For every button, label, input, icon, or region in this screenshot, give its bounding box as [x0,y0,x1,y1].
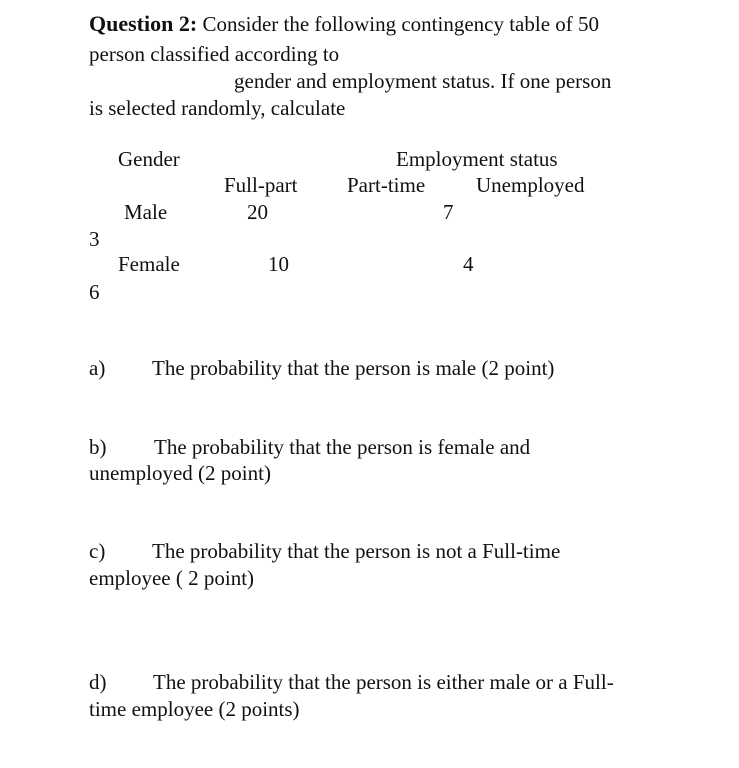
question-line-3: gender and employment status. If one person [234,69,612,93]
table-header-employment: Employment status [396,147,558,171]
table-col-full-part: Full-part [224,173,298,197]
table-col-unemployed: Unemployed [476,173,585,197]
part-d-line-1: The probability that the person is either male or a Full- [153,670,614,694]
question-intro: Consider the following contingency table of 50 [197,12,600,36]
table-cell-male-unemployed: 3 [89,227,100,251]
table-header-gender: Gender [118,147,180,171]
part-b-line-2: unemployed (2 point) [89,461,271,485]
table-cell-female-full-part: 10 [268,252,289,276]
part-c-marker: c) [89,539,106,563]
part-d-line-2: time employee (2 points) [89,697,300,721]
question-line-2: person classified according to [89,42,340,66]
table-cell-male-full-part: 20 [247,200,268,224]
table-row-female-label: Female [118,252,180,276]
table-cell-female-part-time: 4 [463,252,474,276]
part-a-marker: a) [89,356,106,380]
table-col-part-time: Part-time [347,173,426,197]
part-c-line-1: The probability that the person is not a Full-time [152,539,561,563]
part-a-text: The probability that the person is male (2 point) [152,356,555,380]
question-first-line [89,13,599,35]
part-b-line-1: The probability that the person is female and [154,435,531,459]
question-label: Question 2: [89,11,198,36]
table-cell-female-unemployed: 6 [89,280,100,304]
table-row-male-label: Male [124,200,168,224]
part-c-line-2: employee ( 2 point) [89,566,255,590]
table-cell-male-part-time: 7 [443,200,454,224]
part-b-marker: b) [89,435,107,459]
question-line-4: is selected randomly, calculate [89,96,346,120]
part-d-marker: d) [89,670,107,694]
